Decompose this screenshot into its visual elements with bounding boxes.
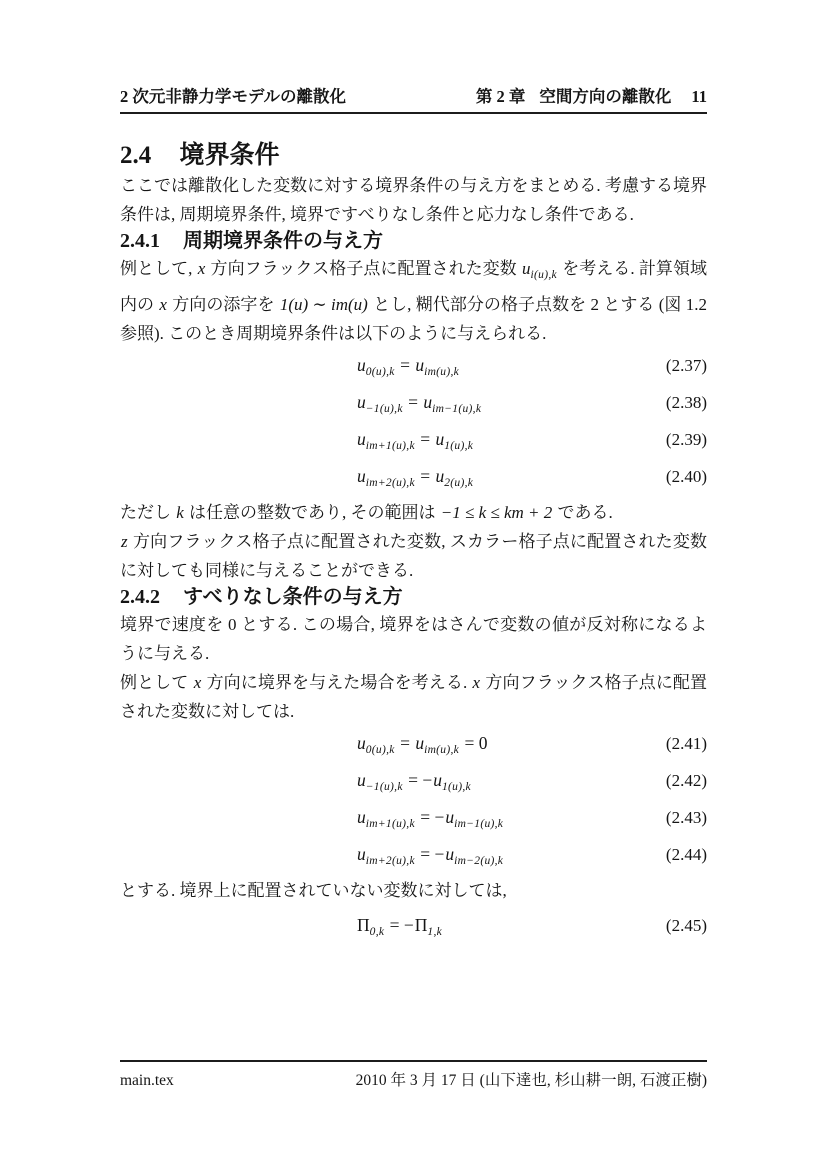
paragraph: 例として x 方向に境界を与えた場合を考える. x 方向フラックス格子点に配置された変数に対しては. [120,673,708,721]
subsection-title: 周期境界条件の与え方 [183,230,383,252]
equation: $u_{im+2(u),k} = u_{2(u),k}$ [357,466,474,489]
math-inline: $u_{im-1(u),k}$ [445,807,504,830]
math-inline: $\Pi_{1,k}$ [414,915,443,938]
math-inline: $u_{i(u),k}$ [522,259,557,281]
math-subscript: im−2(u),k [454,855,504,867]
equation-row [120,765,707,802]
footer-filename: main.tex [120,1072,174,1089]
paragraph: 境界で速度を 0 とする. この場合, 境界をはさんで変数の値が反対称になるように与える. [120,615,707,663]
equation-row [120,461,707,498]
subsection-heading-periodic [120,229,707,254]
math-inline: $u_{0(u),k}$ [357,733,395,756]
header-left-title: 2 次元非静力学モデルの離散化 [120,87,347,106]
math-inline: −1 ≤ k ≤ km + 2 [440,503,553,522]
equation: $u_{im+2(u),k} = -u_{im-2(u),k}$ [357,844,504,867]
header-chapter-label: 第 2 章 [475,87,526,106]
subsection-number: 2.4.2 [120,586,160,608]
math-inline: $u_{1(u),k}$ [433,770,471,793]
math-inline: $u_{-1(u),k}$ [357,392,403,415]
math-inline: $u_{im+2(u),k}$ [357,466,415,489]
math-subscript: im−1(u),k [432,403,482,415]
equation-number: (2.43) [665,808,707,827]
math-subscript: i(u),k [530,269,557,281]
header-chapter-title: 空間方向の離散化 [539,87,672,106]
math-subscript: im+1(u),k [365,440,415,452]
math-inline: 1(u) ∼ im(u) [279,295,368,314]
math-subscript: im+2(u),k [365,477,415,489]
math-inline: x [159,295,167,314]
math-subscript: im+1(u),k [365,818,415,830]
math-subscript: 1(u),k [442,781,471,793]
equation-number: (2.39) [665,430,707,449]
equation-number: (2.42) [665,771,707,790]
math-subscript: 2(u),k [444,477,474,489]
paragraph: 例として, x 方向フラックス格子点に配置された変数 $u_{i(u),k}$ を考える. 計算領域内の x 方向の添字を 1(u) ∼ im(u) とし, 糊代部分の格子点数を 2 とする (図 1.2 参照). このとき周期境界条件は以下のように与えられる. [120,259,708,343]
running-header [120,83,707,114]
math-subscript: im+2(u),k [365,855,415,867]
math-subscript: 1,k [427,926,443,938]
math-inline: $\Pi_{0,k}$ [357,915,385,938]
equation: $u_{0(u),k} = u_{im(u),k} = 0$ [357,733,488,756]
subsection-title: すべりなし条件の与え方 [183,586,403,608]
math-inline: $u_{im-2(u),k}$ [445,844,504,867]
equation-number: (2.45) [665,916,707,935]
equation-row [120,910,707,947]
intro-paragraph: ここでは離散化した変数に対する境界条件の与え方をまとめる. 考慮する境界条件は, 周期境界条件, 境界ですべりなし条件と応力なし条件である. [120,176,707,224]
equation-number: (2.41) [665,734,707,753]
math-inline: $u_{-1(u),k}$ [357,770,403,793]
math-subscript: im−1(u),k [454,818,504,830]
equation: $u_{im+1(u),k} = u_{1(u),k}$ [357,429,474,452]
equation-number: (2.38) [665,393,707,412]
equation: $\Pi_{0,k} = -\Pi_{1,k}$ [357,915,443,938]
paragraph: z 方向フラックス格子点に配置された変数, スカラー格子点に配置された変数に対しても同様に与えることができる. [120,532,707,580]
math-inline: $u_{im+1(u),k}$ [357,429,415,452]
equation: $u_{0(u),k} = u_{im(u),k}$ [357,355,460,378]
math-inline: x [193,673,202,692]
math-subscript: −1(u),k [365,403,403,415]
math-inline: $u_{im-1(u),k}$ [423,392,482,415]
page-body [120,140,707,947]
math-inline: $u_{im+2(u),k}$ [357,844,415,867]
equation: $u_{im+1(u),k} = -u_{im-1(u),k}$ [357,807,504,830]
math-subscript: 0,k [369,926,385,938]
equation-number: (2.44) [665,845,707,864]
subsection-heading-noslip [120,585,707,610]
math-inline: k [176,503,184,522]
equation: $u_{-1(u),k} = -u_{1(u),k}$ [357,770,471,793]
math-inline: $u_{1(u),k}$ [435,429,474,452]
math-inline: x [197,259,206,278]
equation-number: (2.37) [665,356,707,375]
paragraph: とする. 境界上に配置されていない変数に対しては, [120,881,507,900]
section-heading [120,140,707,171]
equation-row [120,802,707,839]
equation-block-periodic [120,350,707,498]
math-inline: $u_{im+1(u),k}$ [357,807,415,830]
equation-block-pi [120,910,707,947]
math-inline: $u_{0(u),k}$ [357,355,395,378]
math-subscript: 1(u),k [444,440,474,452]
math-inline: $u_{2(u),k}$ [435,466,474,489]
equation-row [120,839,707,876]
equation-number: (2.40) [665,467,707,486]
math-subscript: im(u),k [424,744,460,756]
equation-row [120,387,707,424]
page-number: 11 [691,87,707,106]
math-inline: z [121,532,128,551]
equation-row [120,350,707,387]
math-inline: $u_{im(u),k}$ [415,733,460,756]
equation: $u_{-1(u),k} = u_{im-1(u),k}$ [357,392,482,415]
header-right [476,83,707,107]
equation-block-noslip [120,728,707,876]
section-number: 2.4 [120,142,152,169]
paragraph: ただし k は任意の整数であり, その範囲は −1 ≤ k ≤ km + 2 である. [120,503,613,522]
equation-row [120,424,707,461]
math-inline: $u_{im(u),k}$ [415,355,460,378]
math-inline: x [472,673,481,692]
math-subscript: 0(u),k [365,366,395,378]
running-footer [120,1060,707,1090]
section-title: 境界条件 [179,141,280,169]
footer-date-authors: 2010 年 3 月 17 日 (山下達也, 杉山耕一朗, 石渡正樹) [355,1072,707,1089]
subsection-number: 2.4.1 [120,230,160,252]
math-subscript: im(u),k [424,366,460,378]
equation-row [120,728,707,765]
math-subscript: 0(u),k [365,744,395,756]
math-subscript: −1(u),k [365,781,403,793]
